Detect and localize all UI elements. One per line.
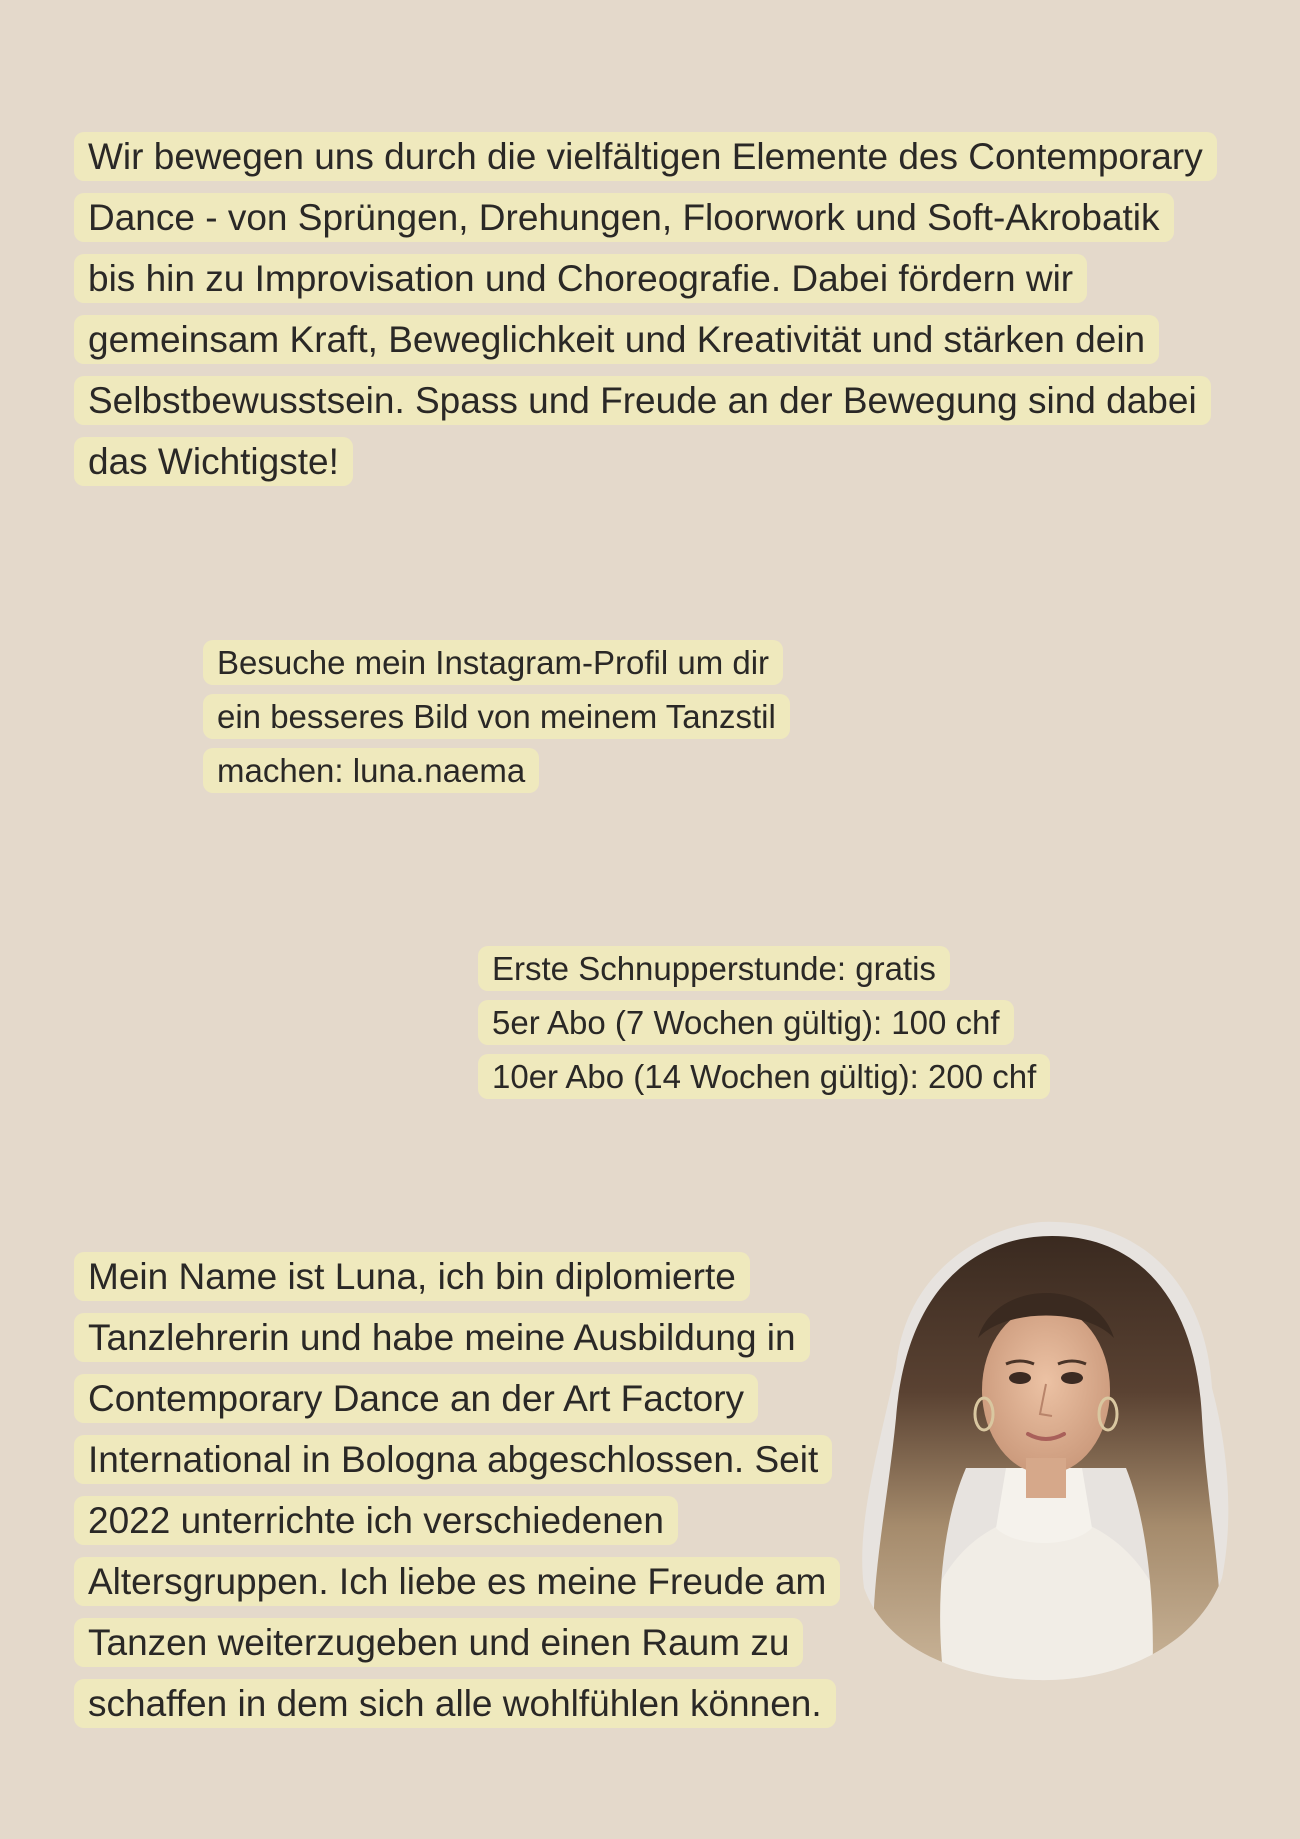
- price-item: [478, 1050, 1138, 1104]
- instagram-text: Besuche mein Instagram-Profil um dir ein besseres Bild von meinem Tanzstil machen: luna.naema: [203, 640, 790, 793]
- portrait-photo: [856, 1218, 1232, 1682]
- bio-paragraph: [74, 1246, 894, 1734]
- price-trial: Erste Schnupperstunde: gratis: [478, 946, 950, 991]
- intro-paragraph: [74, 126, 1214, 492]
- intro-text: Wir bewegen uns durch die vielfältigen Elemente des Contemporary Dance - von Sprüngen, Drehungen, Floorwork und Soft-Akrobatik bis hin zu Improvisation und Choreografie. Dabei fördern wir gemeinsam Kraft, Beweglichkeit und Kreativität und stärken dein Selbstbewusstsein. Spass und Freude an der Bewegung sind dabei das Wichtigste!: [74, 132, 1217, 486]
- instagram-note: [203, 636, 803, 798]
- price-item: [478, 942, 1138, 996]
- price-10er-abo: 10er Abo (14 Wochen gültig): 200 chf: [478, 1054, 1050, 1099]
- price-item: [478, 996, 1138, 1050]
- price-5er-abo: 5er Abo (7 Wochen gültig): 100 chf: [478, 1000, 1014, 1045]
- bio-text: Mein Name ist Luna, ich bin diplomierte Tanzlehrerin und habe meine Ausbildung in Contemporary Dance an der Art Factory International in Bologna abgeschlossen. Seit 2022 unterrichte ich verschiedenen Altersgruppen. Ich liebe es meine Freude am Tanzen weiterzugeben und einen Raum zu schaffen in dem sich alle wohlfühlen können.: [74, 1252, 840, 1728]
- price-list: [478, 942, 1138, 1104]
